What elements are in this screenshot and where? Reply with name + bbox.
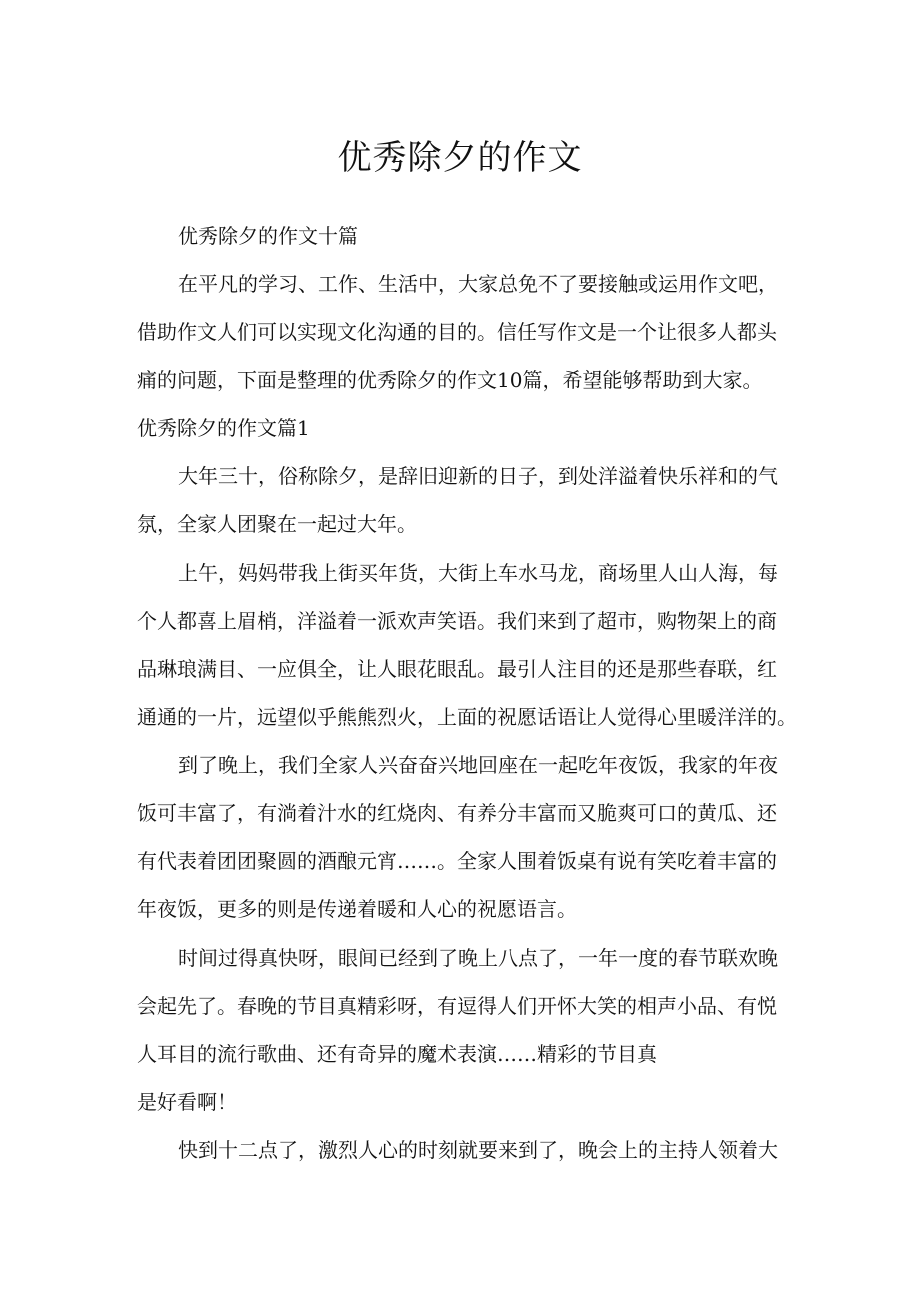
- document-title: 优秀除夕的作文: [337, 138, 583, 178]
- paragraph-line: 是好看啊！: [137, 1090, 237, 1114]
- paragraph-line: 氛，全家人团聚在一起过大年。: [137, 512, 417, 536]
- paragraph-line: 大年三十，俗称除夕，是辞旧迎新的日子，到处洋溢着快乐祥和的气: [178, 464, 778, 488]
- paragraph-line: 有代表着团团聚圆的酒酿元宵……。全家人围着饭桌有说有笑吃着丰富的: [137, 849, 777, 873]
- section-heading: 优秀除夕的作文篇1: [137, 416, 310, 440]
- paragraph-line: 会起先了。春晚的节目真精彩呀，有逗得人们开怀大笑的相声小品、有悦: [137, 994, 777, 1018]
- subtitle-line: 优秀除夕的作文十篇: [178, 224, 358, 248]
- paragraph-line: 快到十二点了，激烈人心的时刻就要来到了，晚会上的主持人领着大: [178, 1138, 778, 1162]
- paragraph-line: 借助作文人们可以实现文化沟通的目的。信任写作文是一个让很多人都头: [137, 320, 777, 344]
- paragraph-line: 通通的一片，远望似乎熊熊烈火，上面的祝愿话语让人觉得心里暖洋洋的。: [137, 705, 797, 729]
- paragraph-line: 时间过得真快呀，眼间已经到了晚上八点了，一年一度的春节联欢晚: [178, 946, 778, 970]
- paragraph-line: 年夜饭，更多的则是传递着暖和人心的祝愿语言。: [137, 897, 577, 921]
- paragraph-line: 在平凡的学习、工作、生活中，大家总免不了要接触或运用作文吧，: [178, 272, 778, 296]
- paragraph-line: 品琳琅满目、一应俱全，让人眼花眼乱。最引人注目的还是那些春联，红: [137, 657, 777, 681]
- paragraph-line: 个人都喜上眉梢，洋溢着一派欢声笑语。我们来到了超市，购物架上的商: [137, 609, 777, 633]
- paragraph-line: 饭可丰富了，有淌着汁水的红烧肉、有养分丰富而又脆爽可口的黄瓜、还: [137, 801, 777, 825]
- paragraph-line: 人耳目的流行歌曲、还有奇异的魔术表演……精彩的节目真: [137, 1042, 657, 1066]
- paragraph-line: 上午，妈妈带我上街买年货，大街上车水马龙，商场里人山人海，每: [178, 561, 778, 585]
- paragraph-line: 到了晚上，我们全家人兴奋奋兴地回座在一起吃年夜饭，我家的年夜: [178, 753, 778, 777]
- paragraph-line: 痛的问题，下面是整理的优秀除夕的作文10篇，希望能够帮助到大家。: [137, 368, 763, 392]
